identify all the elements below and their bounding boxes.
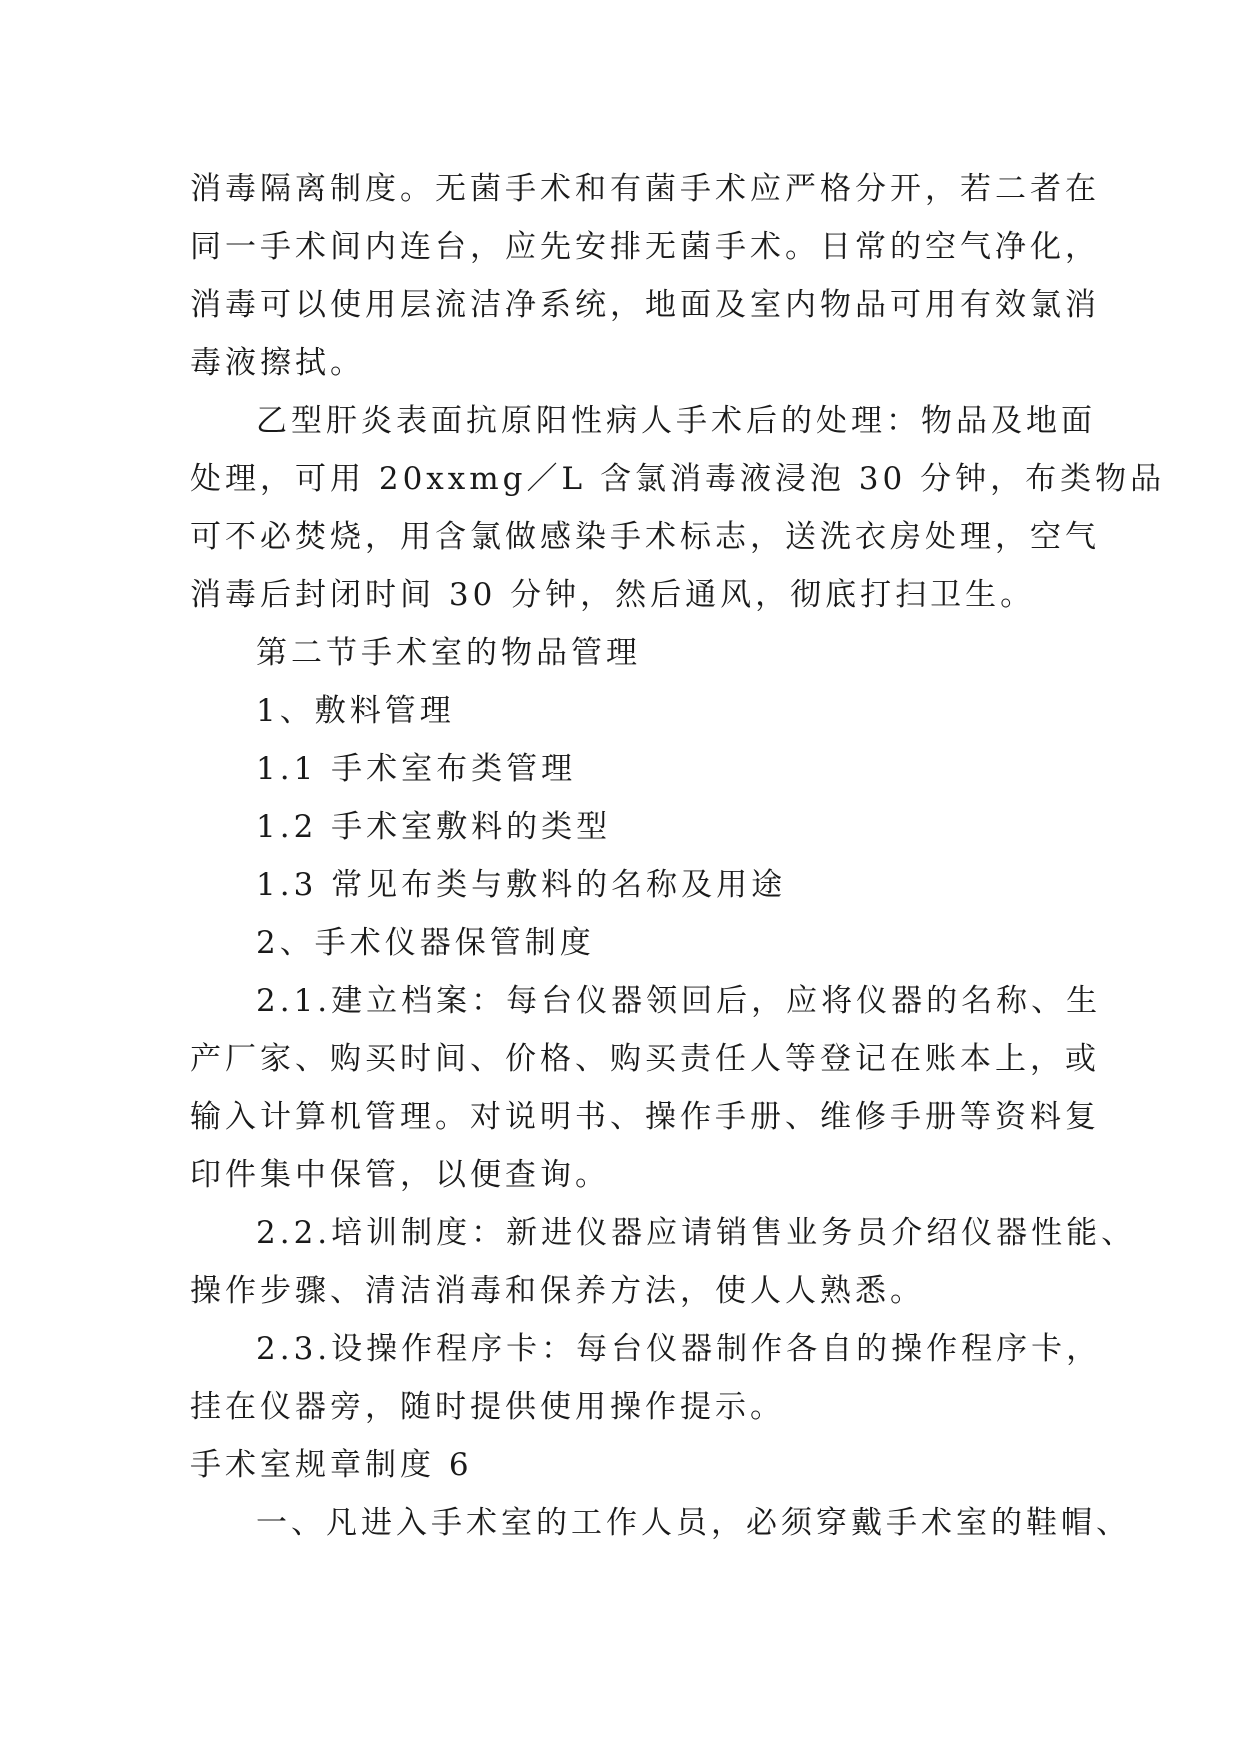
- text-line: 2.1.建立档案：每台仪器领回后，应将仪器的名称、生: [256, 983, 1102, 1019]
- text-line: 消毒隔离制度。无菌手术和有菌手术应严格分开，若二者在: [190, 171, 1100, 207]
- text-line: 处理，可用 20xxmg／L 含氯消毒液浸泡 30 分钟，布类物品: [190, 461, 1166, 497]
- list-item: 2、手术仪器保管制度: [256, 925, 595, 961]
- list-item: 1.1 手术室布类管理: [256, 751, 577, 787]
- document-title: 手术室规章制度 6: [190, 1447, 473, 1483]
- list-item: 1.2 手术室敷料的类型: [256, 809, 612, 845]
- text-line: 消毒可以使用层流洁净系统，地面及室内物品可用有效氯消: [190, 287, 1100, 323]
- text-line: 同一手术间内连台，应先安排无菌手术。日常的空气净化，: [190, 229, 1100, 265]
- text-line: 操作步骤、清洁消毒和保养方法，使人人熟悉。: [190, 1273, 925, 1309]
- text-line: 输入计算机管理。对说明书、操作手册、维修手册等资料复: [190, 1099, 1100, 1135]
- text-line: 一、凡进入手术室的工作人员，必须穿戴手术室的鞋帽、: [256, 1505, 1131, 1541]
- text-line: 产厂家、购买时间、价格、购买责任人等登记在账本上，或: [190, 1041, 1100, 1077]
- text-line: 2.3.设操作程序卡：每台仪器制作各自的操作程序卡，: [256, 1331, 1102, 1367]
- document-body: [190, 160, 1166, 1552]
- text-line: 印件集中保管，以便查询。: [190, 1157, 610, 1193]
- text-line: 消毒后封闭时间 30 分钟，然后通风，彻底打扫卫生。: [190, 577, 1036, 613]
- text-line: 乙型肝炎表面抗原阳性病人手术后的处理：物品及地面: [256, 403, 1096, 439]
- list-item: 1.3 常见布类与敷料的名称及用途: [256, 867, 787, 903]
- list-item: 1、敷料管理: [256, 693, 455, 729]
- text-line: 可不必焚烧，用含氯做感染手术标志，送洗衣房处理，空气: [190, 519, 1100, 555]
- text-line: 挂在仪器旁，随时提供使用操作提示。: [190, 1389, 785, 1425]
- section-heading: 第二节手术室的物品管理: [256, 635, 641, 671]
- text-line: 毒液擦拭。: [190, 345, 365, 381]
- text-line: 2.2.培训制度：新进仪器应请销售业务员介绍仪器性能、: [256, 1215, 1137, 1251]
